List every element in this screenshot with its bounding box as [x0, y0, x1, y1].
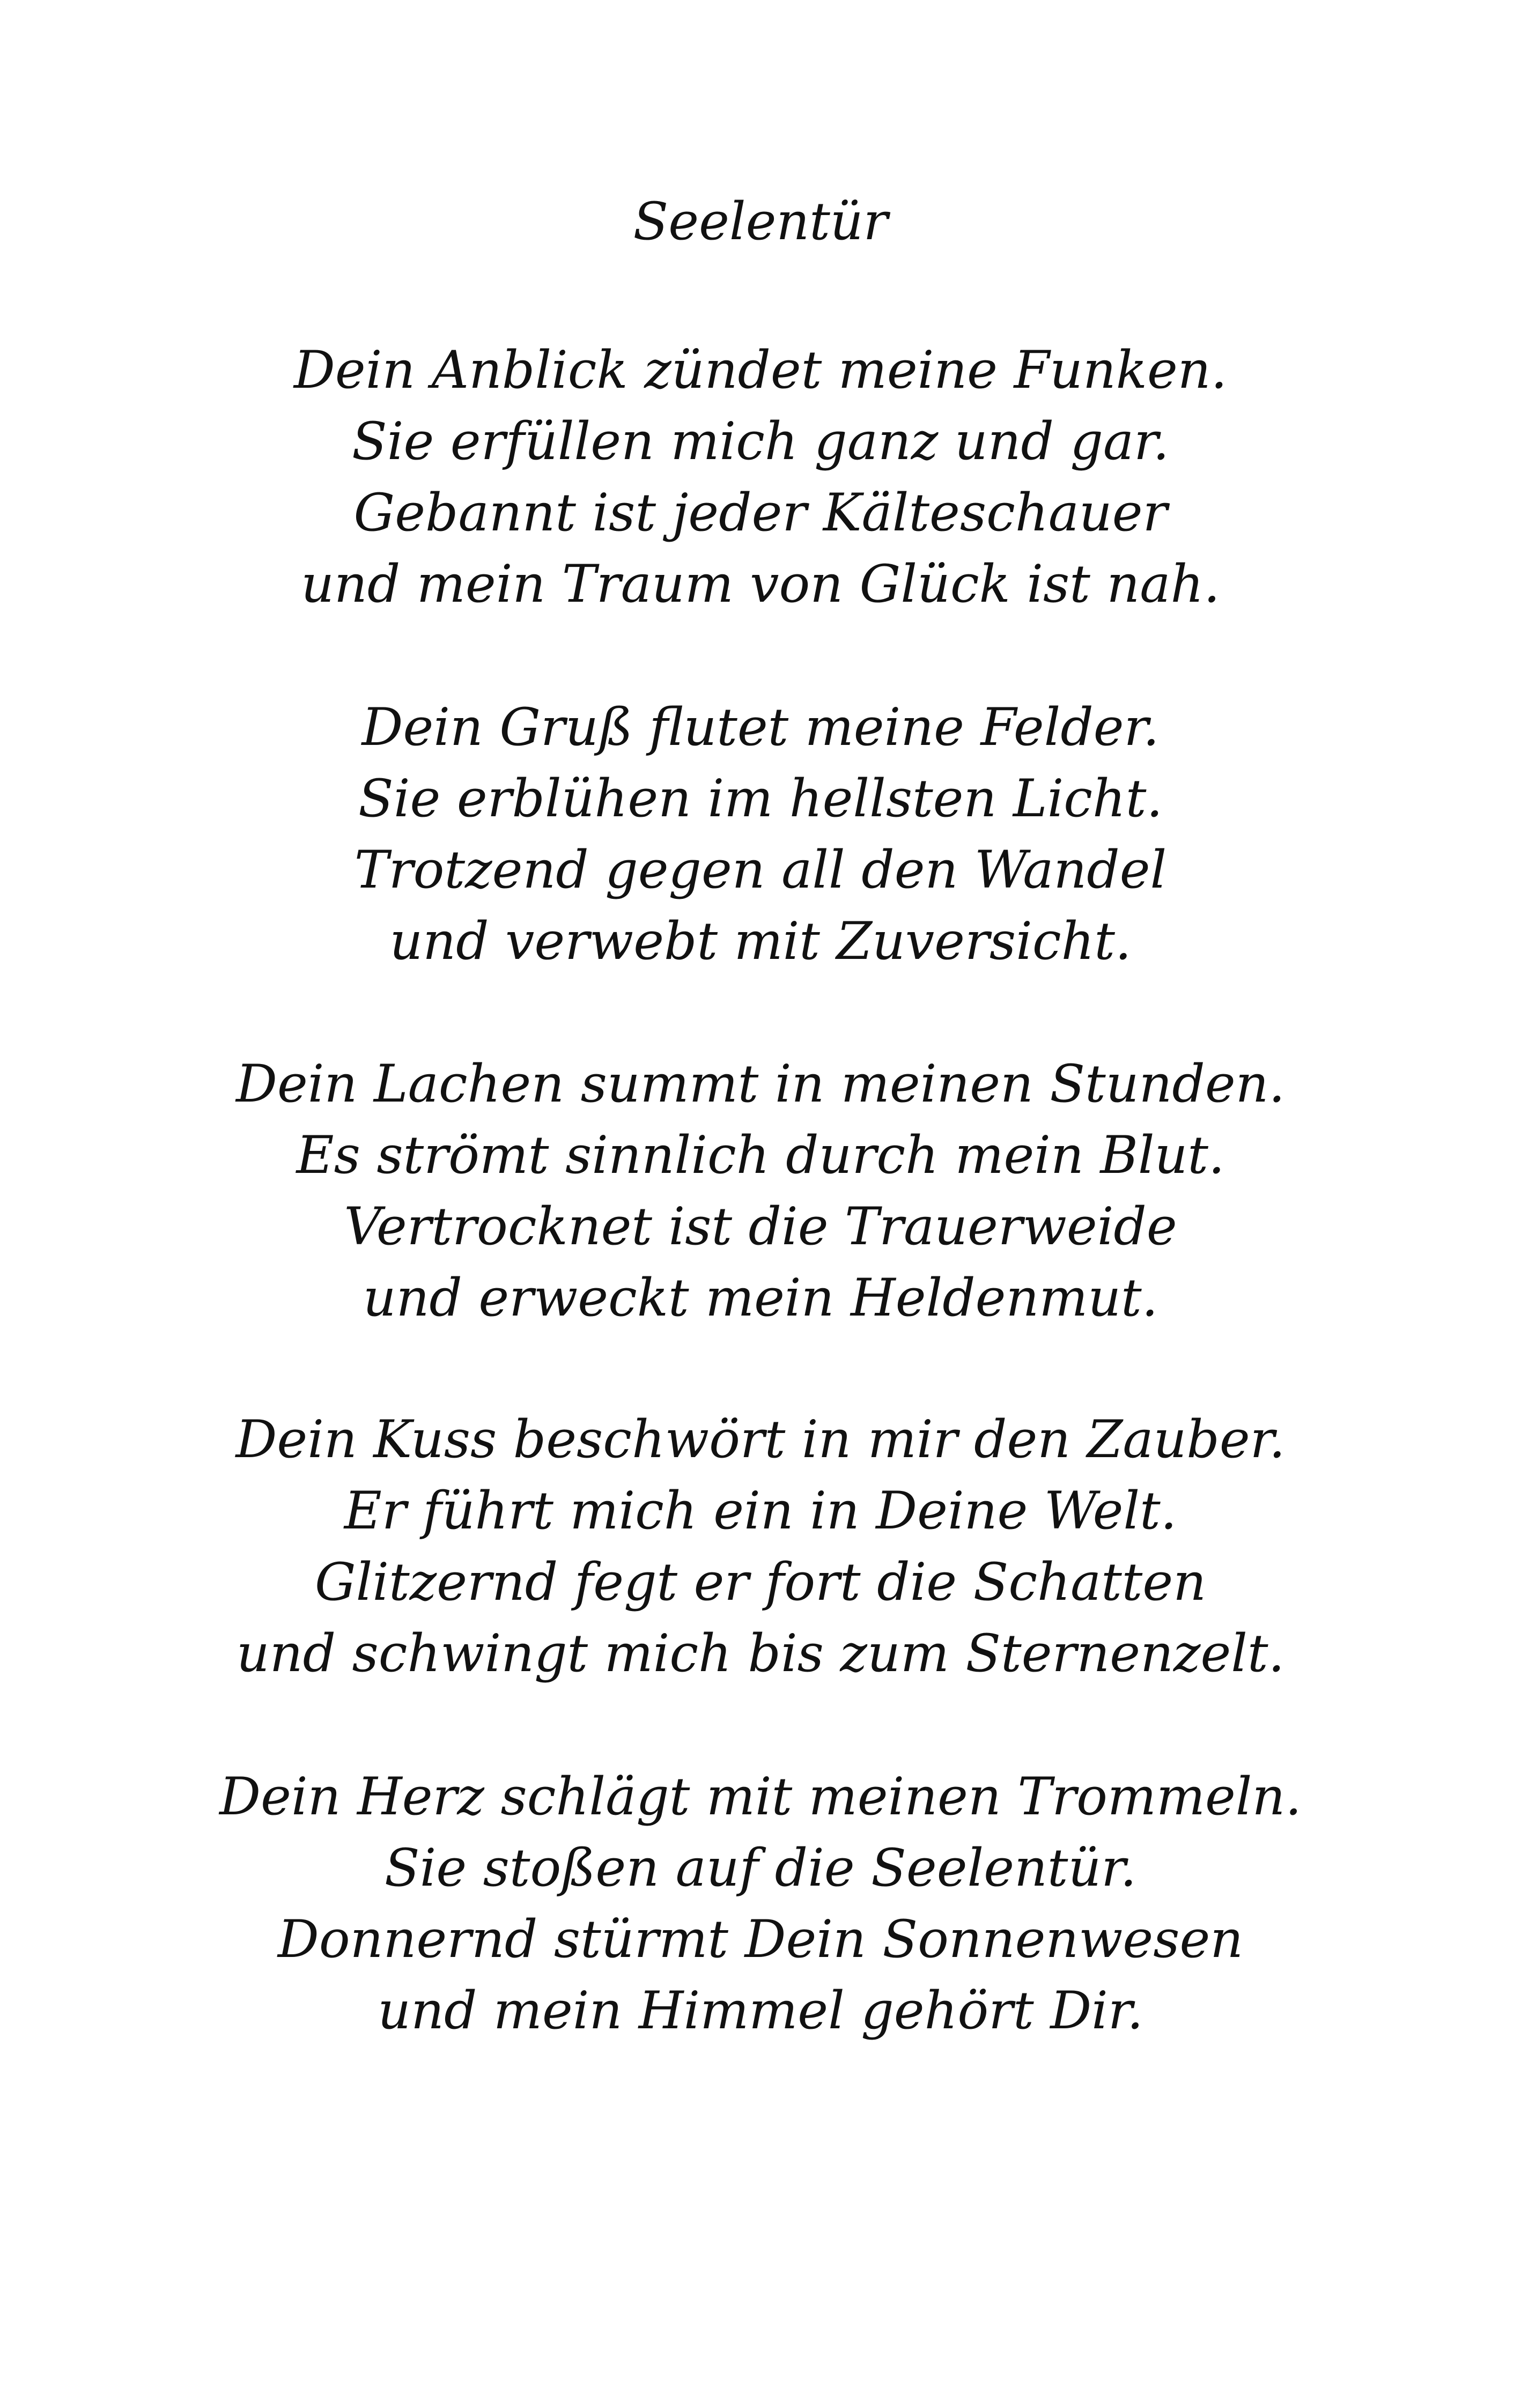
poem-line: Sie stoßen auf die Seelentür. — [384, 1838, 1137, 1898]
stanza — [0, 1761, 1521, 2047]
poem-line: Dein Lachen summt in meinen Stunden. — [236, 1054, 1285, 1114]
poem-line: Trotzend gegen all den Wandel — [354, 840, 1167, 900]
poem-line: Dein Kuss beschwört in mir den Zauber. — [235, 1409, 1286, 1469]
stanza — [0, 1048, 1521, 1334]
poem-line: und mein Himmel gehört Dir. — [378, 1981, 1143, 2041]
poem-line: Glitzernd fegt er fort die Schatten — [314, 1552, 1207, 1612]
stanza — [0, 335, 1521, 620]
poem-line: und erweckt mein Heldenmut. — [363, 1268, 1158, 1328]
poem-line: Vertrocknet ist die Trauerweide — [344, 1196, 1177, 1257]
poem-line: Es strömt sinnlich durch mein Blut. — [296, 1125, 1225, 1185]
stanza — [0, 692, 1521, 977]
poem-line: Er führt mich ein in Deine Welt. — [344, 1481, 1177, 1541]
poem-line: Dein Anblick zündet meine Funken. — [293, 340, 1228, 400]
poem-title: Seelentür — [633, 191, 888, 252]
poem-line: Sie erfüllen mich ganz und gar. — [351, 411, 1170, 471]
poem-line: und mein Traum von Glück ist nah. — [301, 554, 1220, 614]
poem-line: Dein Gruß flutet meine Felder. — [361, 697, 1160, 757]
poem-line: und verwebt mit Zuversicht. — [389, 911, 1132, 971]
poem-line: Gebannt ist jeder Kälteschauer — [353, 483, 1168, 543]
poem-line: Dein Herz schlägt mit meinen Trommeln. — [219, 1767, 1302, 1827]
poem-line: Donnernd stürmt Dein Sonnenwesen — [277, 1909, 1244, 1969]
poem-line: Sie erblühen im hellsten Licht. — [358, 769, 1163, 829]
poem-line: und schwingt mich bis zum Sternenzelt. — [236, 1623, 1285, 1683]
stanza — [0, 1404, 1521, 1689]
